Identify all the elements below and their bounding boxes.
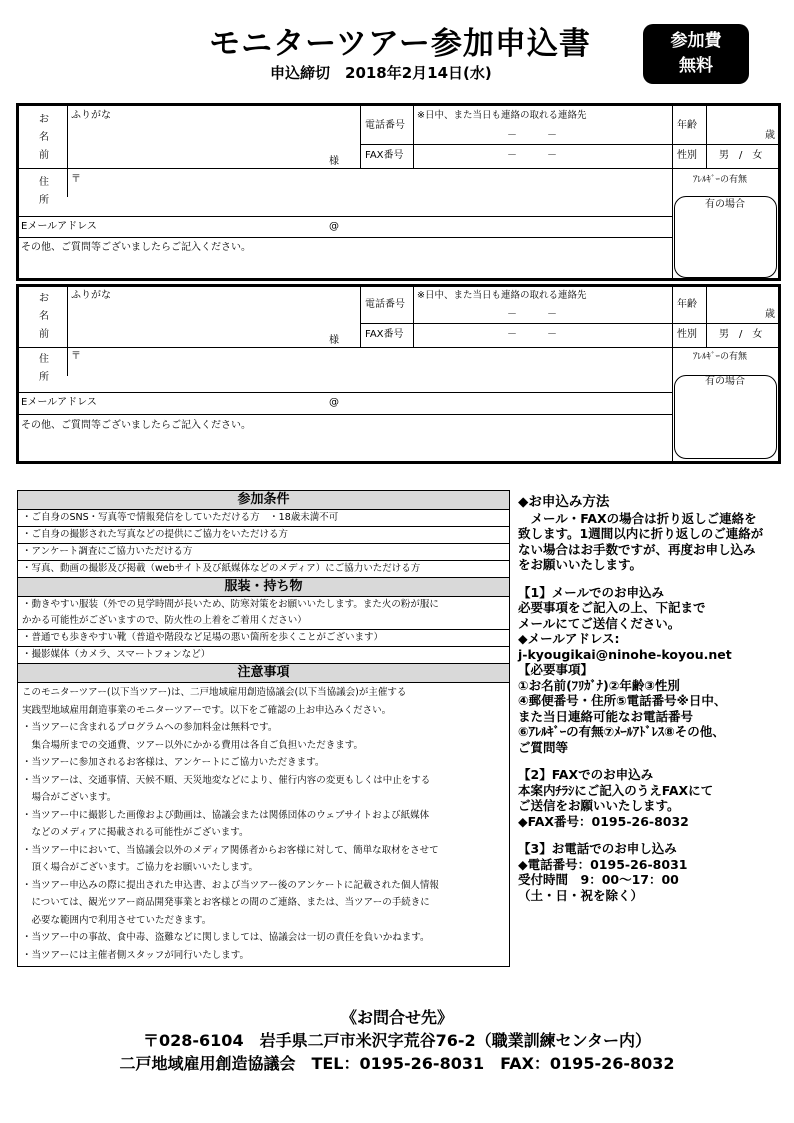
postal-mark: 〒 — [71, 174, 81, 185]
phone-label: 電話番号 — [365, 120, 405, 131]
mail-line: ④郵便番号・住所⑤電話番号※日中、 — [518, 693, 727, 708]
apply-intro-line: をお願いいたします。 — [518, 557, 643, 572]
contact-org: 二戸地域雇用創造協議会 TEL：0195-26-8031 FAX：0195-26-8032 — [119, 1054, 675, 1073]
apply-intro-line: メール・FAXの場合は折り返しご連絡を — [518, 510, 757, 526]
mail-line: ⑥ｱﾚﾙｷﾞｰの有無⑦ﾒｰﾙｱﾄﾞﾚｽ⑧その他、 — [518, 724, 725, 739]
phone-note: ※日中、また当日も連絡の取れる連絡先 — [417, 110, 587, 121]
condition-item: ・アンケート調査にご協力いただける方 — [18, 544, 509, 561]
allergy-if-label: 有の場合 — [705, 199, 745, 210]
other-label: その他、ご質問等ございましたらご記入ください。 — [21, 242, 251, 253]
items-item: ・普通でも歩きやすい靴（普道や階段など足場の悪い箇所を歩くことがございます） — [18, 630, 509, 647]
note-line: などのメディアに掲載される可能性がございます。 — [22, 827, 249, 838]
note-line: ・当ツアーには主催者側スタッフが同行いたします。 — [22, 949, 249, 961]
gender-options[interactable]: 男 / 女 — [719, 150, 763, 161]
items-item: ・撮影媒体（カメラ、スマートフォンなど） — [22, 649, 211, 660]
furigana-label: ふりがな — [71, 110, 111, 121]
phone-note: ※日中、また当日も連絡の取れる連絡先 — [417, 290, 587, 301]
furigana-label: ふりがな — [71, 290, 111, 301]
email-label: Eメールアドレス — [21, 221, 97, 232]
name-label-3: 前 — [39, 329, 49, 340]
name-label-1: お — [39, 293, 49, 304]
conditions-heading: 参加条件 — [18, 491, 509, 510]
phone-field[interactable]: － － — [507, 309, 557, 320]
sama-label: 様 — [329, 335, 339, 346]
fee-badge — [643, 24, 749, 84]
allergy-label: ｱﾚﾙｷﾞｰの有無 — [693, 352, 748, 362]
address-label-1: 住 — [39, 177, 49, 188]
mail-line: ご質問等 — [518, 739, 569, 755]
name-label-2: 名 — [39, 132, 49, 143]
contact-address: 〒028-6104 岩手県二戸市米沢字荒谷76-2（職業訓練センター内） — [143, 1031, 651, 1050]
condition-item: ・写真、動画の撮影及び掲載（webサイト及び紙媒体などのメディア）にご協力いただける方 — [22, 563, 421, 574]
phone-label: 電話番号 — [365, 299, 405, 310]
allergy-label: ｱﾚﾙｷﾞｰの有無 — [693, 175, 748, 185]
name-label-2: 名 — [39, 311, 49, 322]
postal-mark: 〒 — [71, 351, 81, 362]
application-form-2 — [16, 284, 781, 464]
fax-label: FAX番号 — [365, 150, 404, 161]
address-label-1: 住 — [39, 354, 49, 365]
mail-line: 必要事項をご記入の上、下記まで — [518, 600, 706, 615]
note-line: 実践型地域雇用創造事業のモニターツアーです。以下をご確認の上お申込みください。 — [22, 704, 392, 716]
gender-label: 性別 — [677, 150, 697, 161]
address-label-2: 所 — [39, 372, 49, 383]
fax-line: 本案内ﾁﾗｼにご記入のうえFAXにて — [518, 782, 714, 798]
note-line: このモニターツアー(以下当ツアー)は、二戸地域雇用創造協議会(以下当協議会)が主催する — [22, 687, 407, 698]
fax-heading: 【2】FAXでのお申込み — [518, 767, 654, 782]
address-label-2: 所 — [39, 195, 49, 206]
page-title: モニターツアー参加申込書 — [209, 26, 591, 62]
phone-field[interactable]: － － — [507, 130, 557, 141]
conditions-panel — [17, 490, 510, 967]
note-line: ・当ツアーに参加されるお客様は、アンケートにご協力いただきます。 — [22, 757, 325, 768]
note-line: 場合がございます。 — [22, 792, 117, 803]
other-label: その他、ご質問等ございましたらご記入ください。 — [21, 420, 251, 431]
items-item: かかる可能性がございますので、防火性の上着をご着用ください） — [18, 613, 509, 630]
tel-line: （土・日・祝を除く） — [518, 887, 644, 903]
email-label: Eメールアドレス — [21, 397, 97, 408]
tel-heading: 【3】お電話でのお申し込み — [518, 841, 677, 856]
allergy-if-label: 有の場合 — [705, 376, 745, 387]
apply-intro-line: ない場合はお手数ですが、再度お申し込み — [518, 541, 756, 557]
note-line: ・当ツアーに含まれるプログラムへの参加料金は無料です。 — [22, 722, 278, 733]
sama-label: 様 — [329, 156, 339, 167]
contact-footer — [0, 1006, 794, 1075]
note-line: ・当ツアー中の事故、食中毒、盗難などに関しましては、協議会は一切の責任を負いかねます。 — [22, 932, 430, 943]
items-heading: 服装・持ち物 — [18, 577, 509, 597]
name-label-3: 前 — [39, 150, 49, 161]
items-item: ・動きやすい服装（外での見学時間が長いため、防寒対策をお願いいたします。また火の粉が服に — [22, 599, 439, 610]
condition-item: ・ご自身のSNS・写真等で情報発信をしていただける方 ・18歳未満不可 — [18, 510, 509, 527]
email-address-link[interactable]: j-kyougikai@ninohe-koyou.net — [518, 646, 732, 662]
tel-line: 受付時間 9：00～17：00 — [518, 872, 679, 887]
note-line: ・当ツアー中に撮影した画像および動画は、協議会または関係団体のウェブサイトおよび紙媒体 — [22, 809, 430, 821]
deadline-text: 申込締切 2018年2月14日(水) — [270, 64, 492, 82]
fax-number: ◆FAX番号：0195-26-8032 — [518, 813, 689, 829]
apply-intro-line: 致します。1週間以内に折り返しのご連絡が — [518, 526, 764, 541]
note-line: については、観光ツアー商品開発事業とお客様との間のご連絡、または、当ツアーの手続きに — [22, 897, 430, 908]
gender-label: 性別 — [677, 329, 697, 340]
apply-panel — [518, 495, 788, 903]
notes-heading: 注意事項 — [18, 663, 509, 683]
mail-line: 【必要事項】 — [518, 662, 594, 677]
mail-line: ◆メールアドレス: — [518, 631, 620, 646]
gender-options[interactable]: 男 / 女 — [719, 329, 763, 340]
note-line: ・当ツアー申込みの際に提出された申込書、および当ツアー後のアンケートに記載された個人情報 — [22, 879, 439, 891]
age-unit: 歳 — [765, 309, 775, 320]
at-mark: @ — [329, 221, 339, 232]
fax-field[interactable]: － － — [507, 150, 557, 161]
age-unit: 歳 — [765, 130, 775, 141]
note-line: 集合場所までの交通費、ツアー以外にかかる費用は各自ご負担いただきます。 — [22, 739, 363, 751]
badge-line-2: 無料 — [679, 56, 713, 76]
at-mark: @ — [329, 397, 339, 408]
mail-line: ①お名前(ﾌﾘｶﾞﾅ)②年齢③性別 — [518, 677, 680, 693]
apply-heading: ◆お申込み方法 — [518, 494, 610, 510]
fax-label: FAX番号 — [365, 329, 404, 340]
note-line: 必要な範囲内で利用させていただきます。 — [22, 914, 212, 926]
mail-heading: 【1】メールでのお申込み — [518, 584, 664, 600]
fax-field[interactable]: － － — [507, 329, 557, 340]
note-line: 頂く場合がございます。ご協力をお願いいたします。 — [22, 862, 258, 873]
badge-line-1: 参加費 — [670, 31, 722, 51]
mail-line: また当日連絡可能なお電話番号 — [518, 708, 694, 724]
mail-line: メールにてご送信ください。 — [518, 615, 681, 631]
note-line: ・当ツアー中において、当協議会以外のメディア関係者からお客様に対して、簡単な取材をさせて — [22, 844, 439, 856]
age-label: 年齢 — [677, 120, 697, 131]
tel-number: ◆電話番号：0195-26-8031 — [518, 856, 688, 872]
fax-line: ご送信をお願いいたします。 — [518, 798, 680, 813]
application-form-1 — [16, 103, 781, 281]
condition-item: ・ご自身の撮影された写真などの提供にご協力をいただける方 — [18, 527, 509, 544]
note-line: ・当ツアーは、交通事情、天候不順、天災地変などにより、催行内容の変更もしくは中止をする — [22, 774, 431, 786]
age-label: 年齢 — [677, 299, 697, 310]
contact-heading: 《お問合せ先》 — [340, 1008, 453, 1027]
name-label-1: お — [39, 114, 49, 125]
notes-body — [18, 683, 509, 966]
